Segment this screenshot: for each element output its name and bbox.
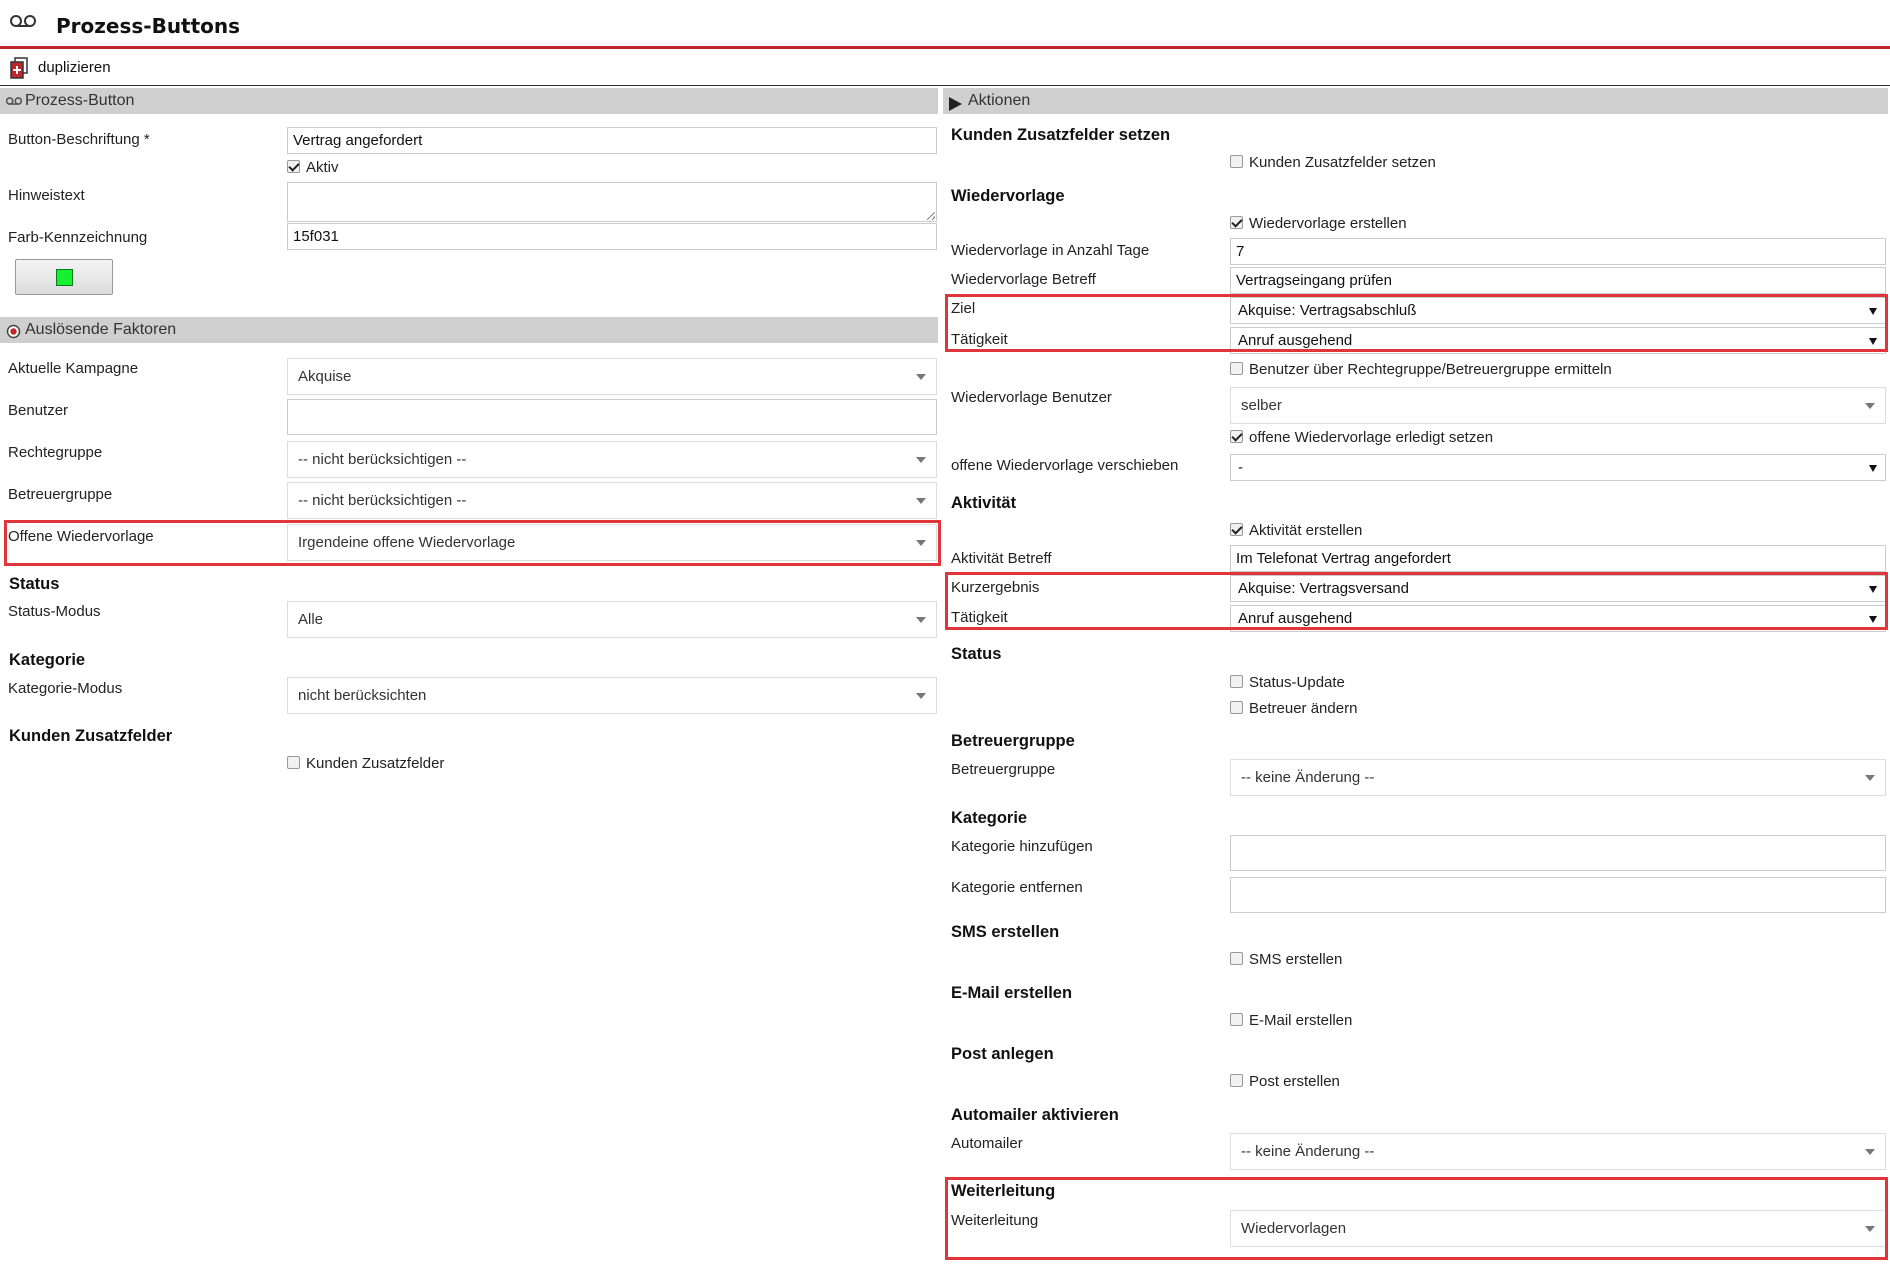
forward-select[interactable]: Wiedervorlagen bbox=[1230, 1210, 1886, 1247]
checkbox-icon bbox=[1230, 675, 1243, 688]
section-prozess-button[interactable] bbox=[0, 88, 938, 114]
set-done-checkbox[interactable]: offene Wiedervorlage erledigt setzen bbox=[1230, 429, 1493, 446]
email-checkbox[interactable]: E-Mail erstellen bbox=[1230, 1012, 1352, 1029]
caret-down-icon bbox=[1865, 1149, 1875, 1155]
play-triangle-icon bbox=[949, 94, 962, 120]
automailer-select[interactable]: -- keine Änderung -- bbox=[1230, 1133, 1886, 1170]
rightsgroup-select[interactable]: -- nicht berücksichtigen -- bbox=[287, 441, 937, 478]
status-mode-select[interactable]: Alle bbox=[287, 601, 937, 638]
caret-down-icon bbox=[1869, 616, 1877, 623]
forward-heading: Weiterleitung bbox=[951, 1182, 1056, 1200]
voicemail-icon bbox=[6, 89, 22, 115]
caregroup-label: Betreuergruppe bbox=[8, 486, 113, 503]
caret-down-icon bbox=[1865, 775, 1875, 781]
post-checkbox[interactable]: Post erstellen bbox=[1230, 1073, 1340, 1090]
sms-checkbox[interactable]: SMS erstellen bbox=[1230, 951, 1342, 968]
checkbox-icon bbox=[287, 756, 300, 769]
move-select[interactable]: - bbox=[1230, 454, 1886, 481]
section-ausloesende-faktoren[interactable] bbox=[0, 317, 938, 343]
followup-days-input[interactable] bbox=[1230, 238, 1886, 265]
resize-handle[interactable] bbox=[927, 212, 935, 220]
checkbox-icon bbox=[287, 160, 300, 173]
section-aktionen[interactable] bbox=[943, 88, 1888, 114]
customfields-set-heading: Kunden Zusatzfelder setzen bbox=[951, 126, 1171, 144]
checkbox-icon bbox=[1230, 1013, 1243, 1026]
caret-down-icon bbox=[916, 498, 926, 504]
section-title: Auslösende Faktoren bbox=[25, 321, 177, 338]
caregroup-select[interactable]: -- keine Änderung -- bbox=[1230, 759, 1886, 796]
email-heading: E-Mail erstellen bbox=[951, 984, 1073, 1002]
status-mode-label: Status-Modus bbox=[8, 603, 101, 620]
color-picker-button[interactable] bbox=[15, 259, 113, 295]
activity-select[interactable]: Anruf ausgehend bbox=[1230, 327, 1886, 354]
post-heading: Post anlegen bbox=[951, 1045, 1054, 1063]
goal-select[interactable]: Akquise: Vertragsabschluß bbox=[1230, 297, 1886, 324]
activity2-select[interactable]: Anruf ausgehend bbox=[1230, 605, 1886, 632]
checkbox-icon bbox=[1230, 430, 1243, 443]
caret-down-icon bbox=[1869, 338, 1877, 345]
status-heading: Status bbox=[951, 645, 1002, 663]
category-mode-select[interactable]: nicht berücksichten bbox=[287, 677, 937, 714]
category-heading: Kategorie bbox=[9, 651, 86, 669]
checkbox-icon bbox=[1230, 216, 1243, 229]
color-label: Farb-Kennzeichnung bbox=[8, 229, 148, 246]
category-remove-input[interactable] bbox=[1230, 877, 1886, 913]
forward-label: Weiterleitung bbox=[951, 1212, 1039, 1229]
move-label: offene Wiedervorlage verschieben bbox=[951, 457, 1179, 474]
followup-subject-label: Wiedervorlage Betreff bbox=[951, 271, 1096, 288]
customfields-set-checkbox[interactable]: Kunden Zusatzfelder setzen bbox=[1230, 154, 1436, 171]
category-mode-label: Kategorie-Modus bbox=[8, 680, 123, 697]
caret-down-icon bbox=[916, 540, 926, 546]
page-header bbox=[0, 0, 1890, 49]
automailer-heading: Automailer aktivieren bbox=[951, 1106, 1119, 1124]
short-result-label: Kurzergebnis bbox=[951, 579, 1040, 596]
campaign-label: Aktuelle Kampagne bbox=[8, 360, 139, 377]
openfollow-label: Offene Wiedervorlage bbox=[8, 528, 154, 545]
caret-down-icon bbox=[916, 457, 926, 463]
caret-down-icon bbox=[916, 693, 926, 699]
short-result-select[interactable]: Akquise: Vertragsversand bbox=[1230, 575, 1886, 602]
caregroup-select[interactable]: -- nicht berücksichtigen -- bbox=[287, 482, 937, 519]
category-add-input[interactable] bbox=[1230, 835, 1886, 871]
rightsgroup-label: Rechtegruppe bbox=[8, 444, 103, 461]
activity-heading: Aktivität bbox=[951, 494, 1017, 512]
status-update-checkbox[interactable]: Status-Update bbox=[1230, 674, 1345, 691]
followup-days-label: Wiedervorlage in Anzahl Tage bbox=[951, 242, 1150, 259]
color-swatch bbox=[56, 269, 73, 286]
radio-dot-icon bbox=[6, 322, 21, 348]
checkbox-icon bbox=[1230, 701, 1243, 714]
page-title: Prozess-Buttons bbox=[56, 14, 241, 38]
category-remove-label: Kategorie entfernen bbox=[951, 879, 1083, 896]
followup-create-checkbox[interactable]: Wiedervorlage erstellen bbox=[1230, 215, 1407, 232]
caret-down-icon bbox=[916, 374, 926, 380]
followup-heading: Wiedervorlage bbox=[951, 187, 1065, 205]
duplicate-button[interactable]: duplizieren bbox=[38, 59, 111, 76]
hint-wrapper bbox=[287, 182, 937, 222]
hint-textarea[interactable] bbox=[287, 182, 937, 222]
checkbox-icon bbox=[1230, 155, 1243, 168]
activity-create-checkbox[interactable]: Aktivität erstellen bbox=[1230, 522, 1362, 539]
hint-label: Hinweistext bbox=[8, 187, 85, 204]
caret-down-icon bbox=[1869, 308, 1877, 315]
followup-user-label: Wiedervorlage Benutzer bbox=[951, 389, 1112, 406]
category-add-label: Kategorie hinzufügen bbox=[951, 838, 1093, 855]
user-label: Benutzer bbox=[8, 402, 69, 419]
caregroup-label: Betreuergruppe bbox=[951, 761, 1056, 778]
activity2-label: Tätigkeit bbox=[951, 609, 1008, 626]
button-label-input[interactable] bbox=[287, 127, 937, 154]
checkbox-icon bbox=[1230, 1074, 1243, 1087]
status-heading: Status bbox=[9, 575, 60, 593]
user-input[interactable] bbox=[287, 399, 937, 435]
openfollow-select[interactable]: Irgendeine offene Wiedervorlage bbox=[287, 524, 937, 561]
section-title: Prozess-Button bbox=[25, 92, 135, 109]
activity-subject-input[interactable] bbox=[1230, 545, 1886, 572]
toolbar bbox=[0, 52, 1890, 86]
sms-heading: SMS erstellen bbox=[951, 923, 1060, 941]
caregroup-heading: Betreuergruppe bbox=[951, 732, 1075, 750]
checkbox-icon bbox=[1230, 362, 1243, 375]
caret-down-icon bbox=[916, 617, 926, 623]
caret-down-icon bbox=[1869, 465, 1877, 472]
voicemail-icon bbox=[10, 14, 36, 32]
customfields-checkbox[interactable]: Kunden Zusatzfelder bbox=[287, 755, 444, 772]
category-heading: Kategorie bbox=[951, 809, 1028, 827]
document-copy-icon[interactable] bbox=[10, 57, 28, 83]
change-caretaker-checkbox[interactable]: Betreuer ändern bbox=[1230, 700, 1357, 717]
followup-user-select[interactable]: selber bbox=[1230, 387, 1886, 424]
customfields-heading: Kunden Zusatzfelder bbox=[9, 727, 173, 745]
caret-down-icon bbox=[1869, 586, 1877, 593]
activity-subject-label: Aktivität Betreff bbox=[951, 550, 1052, 567]
checkbox-icon bbox=[1230, 523, 1243, 536]
caret-down-icon bbox=[1865, 403, 1875, 409]
goal-label: Ziel bbox=[951, 300, 976, 317]
user-by-group-checkbox[interactable]: Benutzer über Rechtegruppe/Betreuergruppe ermitteln bbox=[1230, 361, 1612, 378]
campaign-select[interactable]: Akquise bbox=[287, 358, 937, 395]
caret-down-icon bbox=[1865, 1226, 1875, 1232]
checkbox-icon bbox=[1230, 952, 1243, 965]
section-title: Aktionen bbox=[968, 92, 1031, 109]
followup-subject-input[interactable] bbox=[1230, 267, 1886, 294]
color-input[interactable] bbox=[287, 223, 937, 250]
automailer-label: Automailer bbox=[951, 1135, 1023, 1152]
button-label-label: Button-Beschriftung * bbox=[8, 131, 150, 148]
active-checkbox[interactable]: Aktiv bbox=[287, 159, 339, 176]
activity-label: Tätigkeit bbox=[951, 331, 1008, 348]
